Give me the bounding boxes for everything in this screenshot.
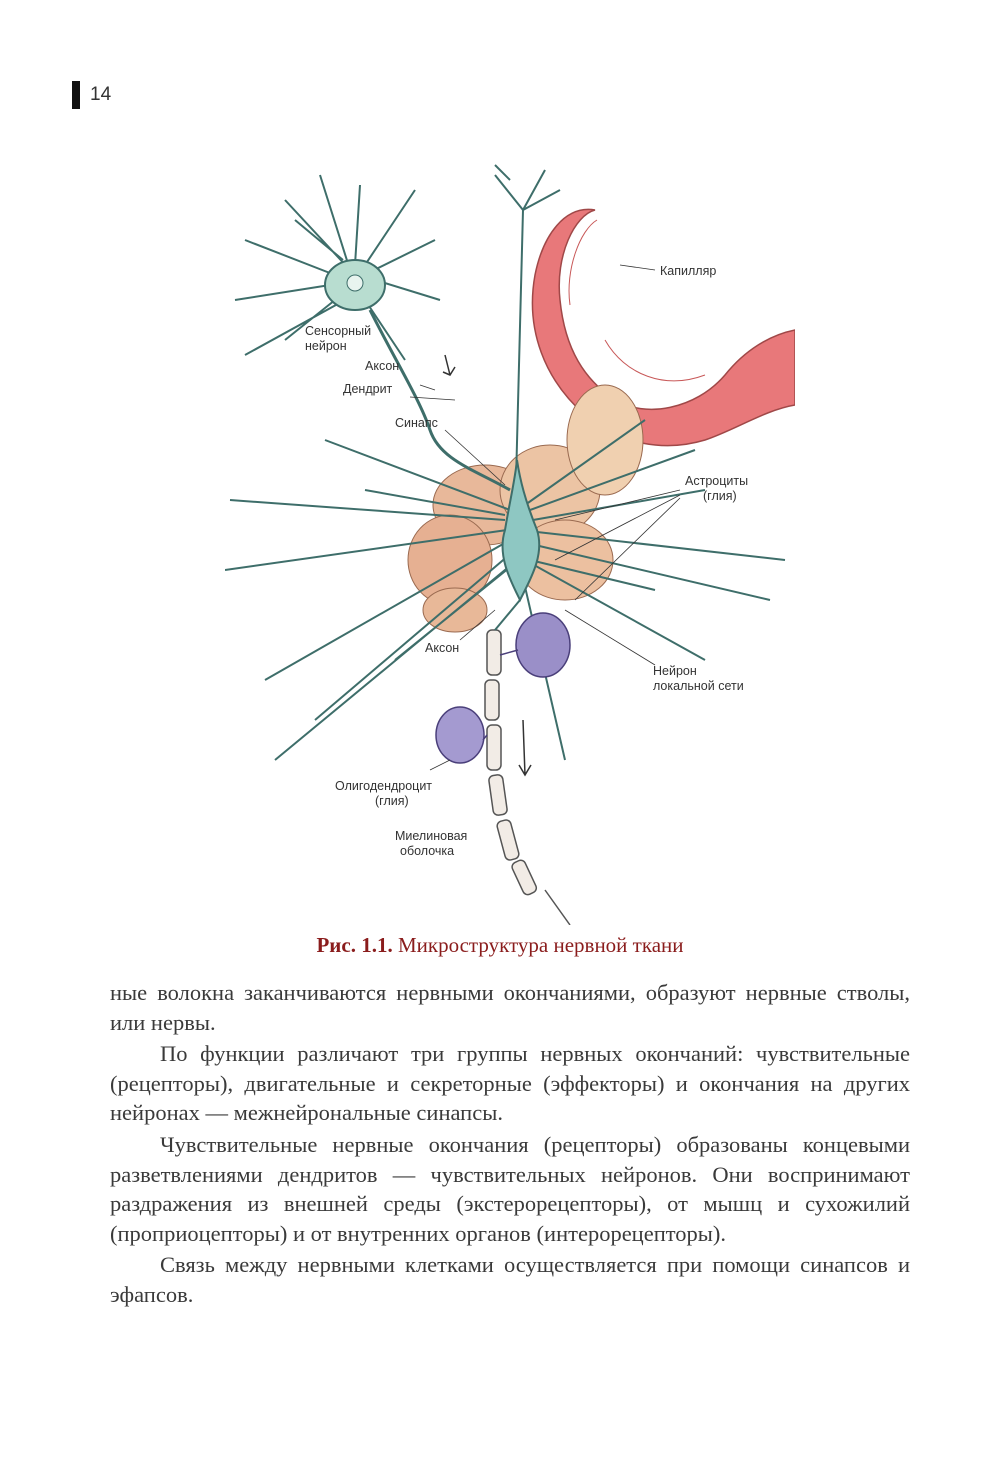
- label-local-neuron-1: Нейрон: [653, 664, 697, 678]
- paragraph: ные волокна заканчиваются нервными окончаниями, образуют нервные стволы, или нервы.: [110, 980, 910, 1035]
- label-astrocytes-1: Астроциты: [685, 474, 749, 488]
- sensory-neuron: [235, 175, 510, 490]
- paragraph: По функции различают три группы нервных окончаний: чувствительные (рецепторы), двигательные и секреторные (эффекторы) и окончания на других нейронах — межнейрональные синапсы.: [110, 1041, 910, 1126]
- sensory-nucleus: [347, 275, 363, 291]
- paragraph: Чувствительные нервные окончания (рецепторы) образованы концевыми разветвлениями дендритов — чувствительных нейронов. Они воспринимают раздражения из внешней среды (экстерорецепторы), от мышц и сухожилий (проприоцепторы) и от внутренних органов (интерорецепторы).: [110, 1131, 910, 1246]
- label-myelin-1: Миелиновая: [395, 829, 468, 843]
- page-number: 14: [90, 84, 112, 105]
- label-oligodendrocyte-2: (глия): [375, 794, 409, 808]
- figure-caption: [0, 933, 1000, 958]
- label-dendrite: Дендрит: [343, 382, 393, 396]
- page-header: [72, 80, 111, 110]
- caption-text: Микроструктура нервной ткани: [392, 933, 684, 957]
- page-marker-bar: [72, 81, 80, 109]
- label-oligodendrocyte-1: Олигодендроцит: [335, 779, 433, 793]
- oligodendrocyte-upper: [516, 613, 570, 677]
- oligodendrocyte-lower: [436, 707, 484, 763]
- label-astrocytes-2: (глия): [703, 489, 737, 503]
- label-sensory-neuron-1: Сенсорный: [305, 324, 372, 338]
- label-capillary: Капилляр: [660, 264, 717, 278]
- main-neuron: [225, 165, 785, 760]
- label-axon-top: Аксон: [365, 359, 400, 373]
- arrow-down-icon: [519, 720, 531, 775]
- neuron-illustration: [225, 160, 795, 925]
- label-sensory-neuron-2: нейрон: [305, 339, 347, 353]
- label-local-neuron-2: локальной сети: [653, 679, 744, 693]
- paragraph: Связь между нервными клетками осуществляется при помощи синапсов и эфапсов.: [110, 1252, 910, 1307]
- label-myelin-2: оболочка: [400, 844, 455, 858]
- capillary-vessel: [532, 209, 795, 445]
- label-axon-bottom: Аксон: [425, 641, 460, 655]
- body-text: [110, 978, 910, 1310]
- caption-prefix: Рис. 1.1.: [316, 933, 393, 957]
- label-synapse: Синапс: [395, 416, 438, 430]
